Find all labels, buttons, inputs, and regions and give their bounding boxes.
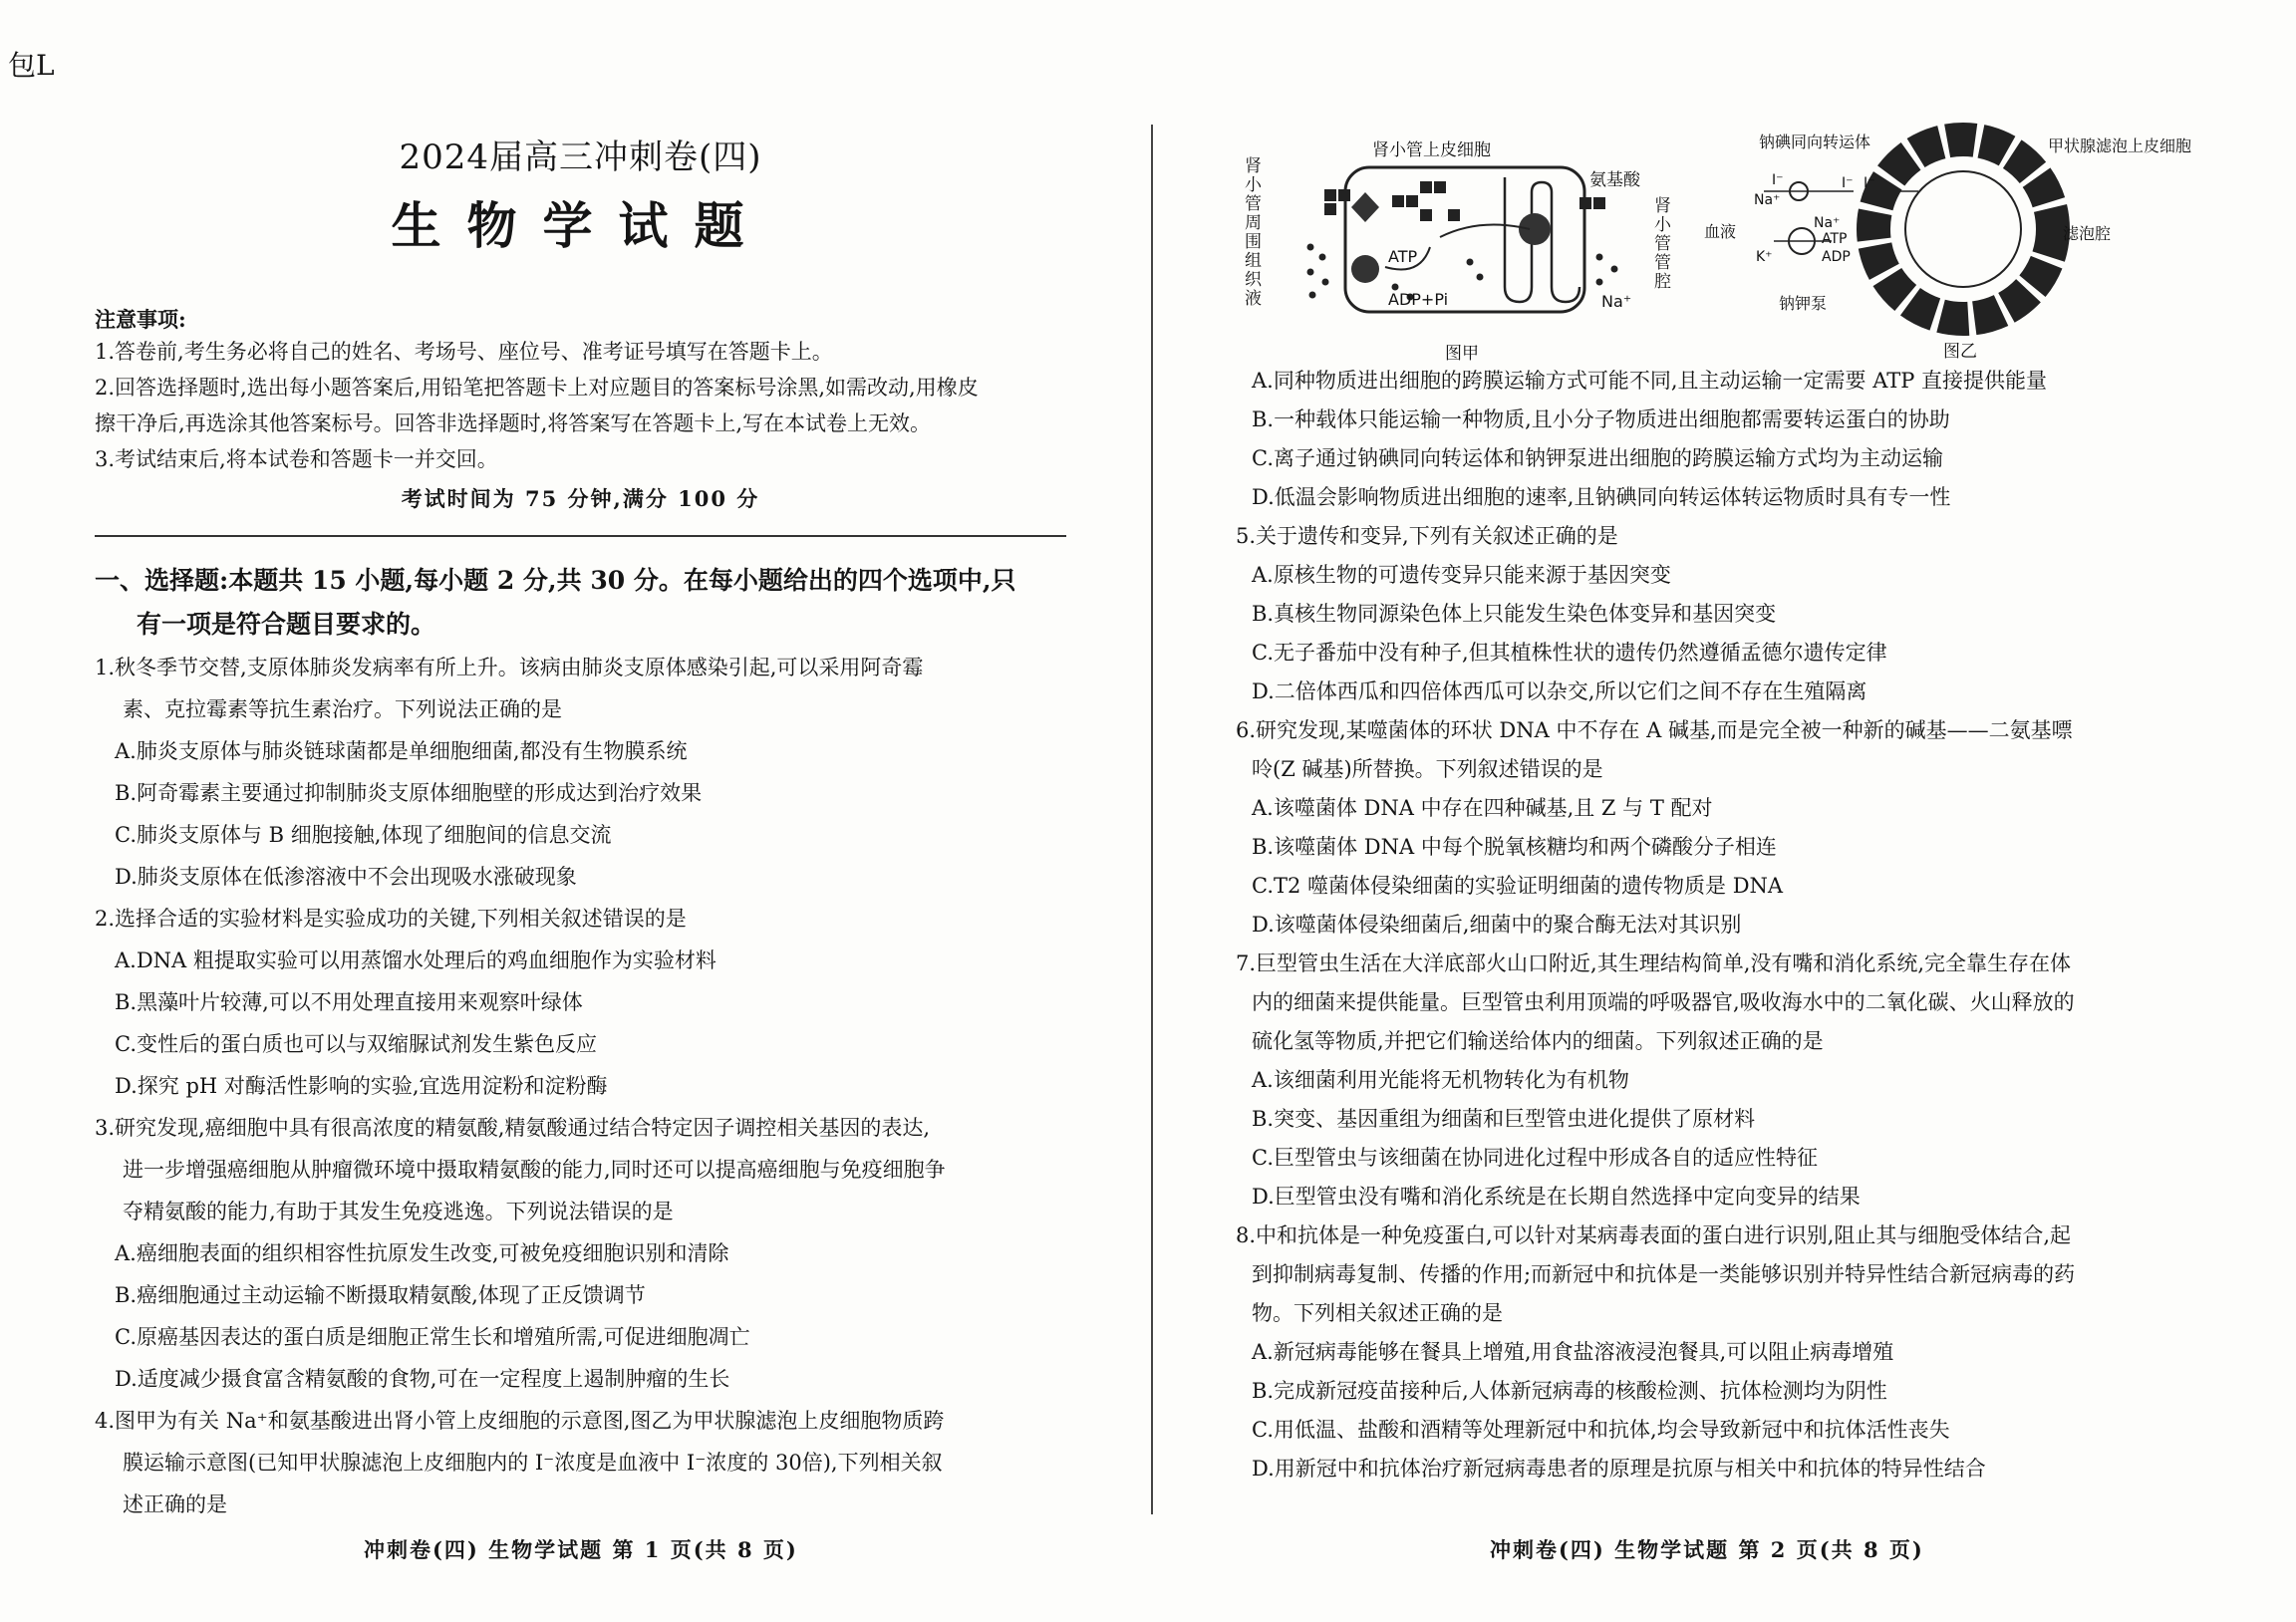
notice-line: 3.考试结束后,将本试卷和答题卡一并交回。 <box>95 447 498 471</box>
label-i-3: I⁻ <box>1864 175 1875 191</box>
question-4-option-a: A.同种物质进出细胞的跨膜运输方式可能不同,且主动运输一定需要 ATP 直接提供能量 <box>1252 369 2048 393</box>
label-i-1: I⁻ <box>1772 172 1784 188</box>
question-8-stem: 8.中和抗体是一种免疫蛋白,可以针对某病毒表面的蛋白进行识别,阻止其与细胞受体结合,起 <box>1236 1223 2072 1247</box>
question-8-option-b: B.完成新冠疫苗接种后,人体新冠病毒的核酸检测、抗体检测均为阴性 <box>1252 1379 1887 1403</box>
question-6-stem: 6.研究发现,某噬菌体的环状 DNA 中不存在 A 碱基,而是完全被一种新的碱基——二氨基嘌 <box>1236 718 2073 742</box>
question-7-stem-cont: 内的细菌来提供能量。巨型管虫利用顶端的呼吸器官,吸收海水中的二氧化碳、火山释放的 <box>1252 990 2075 1014</box>
question-5-option-b: B.真核生物同源染色体上只能发生染色体变异和基因突变 <box>1252 602 1777 626</box>
label-na-2: Na⁺ <box>1814 215 1841 231</box>
question-3-option-c: C.原癌基因表达的蛋白质是细胞正常生长和增殖所需,可促进细胞凋亡 <box>115 1325 750 1349</box>
question-3-option-a: A.癌细胞表面的组织相容性抗原发生改变,可被免疫细胞识别和清除 <box>115 1241 729 1265</box>
label-amino-acid: 氨基酸 <box>1589 170 1640 190</box>
question-6-option-c: C.T2 噬菌体侵染细菌的实验证明细菌的遗传物质是 DNA <box>1252 874 1784 898</box>
section-heading-cont: 有一项是符合题目要求的。 <box>137 610 436 639</box>
question-3-stem-cont: 夺精氨酸的能力,有助于其发生免疫逃逸。下列说法错误的是 <box>123 1200 674 1223</box>
notice-line: 擦干净后,再选涂其他答案标号。回答非选择题时,将答案写在答题卡上,写在本试卷上无效。 <box>95 411 932 435</box>
page-2 <box>1236 110 2207 1594</box>
figure-a <box>1245 137 1679 366</box>
label-na: Na⁺ <box>1601 292 1632 311</box>
figure-b <box>1704 130 2192 368</box>
question-6-option-d: D.该噬菌体侵染细菌后,细菌中的聚合酶无法对其识别 <box>1252 913 1742 937</box>
question-2-stem: 2.选择合适的实验材料是实验成功的关键,下列相关叙述错误的是 <box>95 907 687 931</box>
page-1-footer: 冲刺卷(四) 生物学试题 第 1 页(共 8 页) <box>364 1537 798 1562</box>
question-5-option-d: D.二倍体西瓜和四倍体西瓜可以杂交,所以它们之间不存在生殖隔离 <box>1252 679 1867 703</box>
figures <box>1236 110 2207 364</box>
label-k: K⁺ <box>1756 249 1773 265</box>
page-1 <box>95 110 1066 1594</box>
question-2-option-d: D.探究 pH 对酶活性影响的实验,宜选用淀粉和淀粉酶 <box>115 1074 608 1098</box>
question-7-stem-cont: 硫化氢等物质,并把它们输送给体内的细菌。下列叙述正确的是 <box>1252 1029 1824 1053</box>
label-symporter: 钠碘同向转运体 <box>1759 133 1871 151</box>
question-8-option-c: C.用低温、盐酸和酒精等处理新冠中和抗体,均会导致新冠中和抗体活性丧失 <box>1252 1418 1950 1442</box>
question-3-stem: 3.研究发现,癌细胞中具有很高浓度的精氨酸,精氨酸通过结合特定因子调控相关基因的表达, <box>95 1116 931 1140</box>
label-adp-b: ADP <box>1822 249 1851 265</box>
question-4-stem-cont: 述正确的是 <box>123 1492 227 1516</box>
question-6-option-a: A.该噬菌体 DNA 中存在四种碱基,且 Z 与 T 配对 <box>1252 796 1713 820</box>
question-4-option-d: D.低温会影响物质进出细胞的速率,且钠碘同向转运体转运物质时具有专一性 <box>1252 485 1951 509</box>
question-1-option-d: D.肺炎支原体在低渗溶液中不会出现吸水涨破现象 <box>115 865 577 889</box>
question-1-stem-cont: 素、克拉霉素等抗生素治疗。下列说法正确的是 <box>123 697 562 721</box>
exam-time-note: 考试时间为 75 分钟,满分 100 分 <box>401 486 760 511</box>
exam-title: 2024届高三冲刺卷(四) <box>399 137 762 177</box>
question-4-option-b: B.一种载体只能运输一种物质,且小分子物质进出细胞都需要转运蛋白的协助 <box>1252 407 1950 431</box>
question-4-stem: 4.图甲为有关 Na⁺和氨基酸进出肾小管上皮细胞的示意图,图乙为甲状腺滤泡上皮细胞物质跨 <box>95 1409 945 1433</box>
page-divider <box>1151 125 1153 1514</box>
follicle-lumen <box>1905 171 2021 287</box>
label-pump: 钠钾泵 <box>1779 294 1828 313</box>
question-7-option-c: C.巨型管虫与该细菌在协同进化过程中形成各自的适应性特征 <box>1252 1146 1818 1170</box>
section-rule <box>95 535 1066 537</box>
question-8-option-a: A.新冠病毒能够在餐具上增殖,用食盐溶液浸泡餐具,可以阻止病毒增殖 <box>1252 1340 1894 1364</box>
question-8-stem-cont: 物。下列相关叙述正确的是 <box>1252 1301 1503 1325</box>
corner-mark: 包L <box>8 49 55 82</box>
figure-a-caption: 图甲 <box>1445 344 1479 364</box>
symporter-protein-icon <box>1519 213 1551 245</box>
figure-b-diagram <box>1704 130 2192 364</box>
question-2-option-b: B.黑藻叶片较薄,可以不用处理直接用来观察叶绿体 <box>115 990 583 1014</box>
page-2-footer: 冲刺卷(四) 生物学试题 第 2 页(共 8 页) <box>1490 1537 1924 1562</box>
carrier-protein-icon <box>1351 192 1379 222</box>
question-8-option-d: D.用新冠中和抗体治疗新冠病毒患者的原理是抗原与相关中和抗体的特异性结合 <box>1252 1457 1986 1481</box>
question-7-option-d: D.巨型管虫没有嘴和消化系统是在长期自然选择中定向变异的结果 <box>1252 1185 1861 1209</box>
label-follicle-cell: 甲状腺滤泡上皮细胞 <box>2048 136 2192 155</box>
question-4-option-c: C.离子通过钠碘同向转运体和钠钾泵进出细胞的跨膜运输方式均为主动运输 <box>1252 446 1943 470</box>
label-atp-b: ATP <box>1822 231 1848 247</box>
question-4-stem-cont: 膜运输示意图(已知甲状腺滤泡上皮细胞内的 I⁻浓度是血液中 I⁻浓度的 30倍),下列相关叙 <box>123 1451 943 1475</box>
figure-a-diagram <box>1281 137 1679 362</box>
question-6-option-b: B.该噬菌体 DNA 中每个脱氧核糖均和两个磷酸分子相连 <box>1252 835 1777 859</box>
question-3-option-d: D.适度减少摄食富含精氨酸的食物,可在一定程度上遏制肿瘤的生长 <box>115 1367 730 1391</box>
label-na-1: Na⁺ <box>1754 192 1781 208</box>
question-1-option-c: C.肺炎支原体与 B 细胞接触,体现了细胞间的信息交流 <box>115 823 612 847</box>
notice-heading: 注意事项: <box>95 307 186 332</box>
question-7-option-a: A.该细菌利用光能将无机物转化为有机物 <box>1252 1068 1629 1092</box>
question-1-option-a: A.肺炎支原体与肺炎链球菌都是单细胞细菌,都没有生物膜系统 <box>115 739 688 763</box>
notice-line: 2.回答选择题时,选出每小题答案后,用铅笔把答题卡上对应题目的答案标号涂黑,如需改动,用橡皮 <box>95 376 979 400</box>
label-i-2: I⁻ <box>1842 175 1854 191</box>
cell-membrane <box>1345 167 1584 312</box>
figure-b-caption: 图乙 <box>1943 342 1977 362</box>
section-heading: 一、选择题:本题共 15 小题,每小题 2 分,共 30 分。在每小题给出的四个选项中,只 <box>95 566 1016 595</box>
question-1-stem: 1.秋冬季节交替,支原体肺炎发病率有所上升。该病由肺炎支原体感染引起,可以采用阿奇霉 <box>95 656 924 679</box>
question-5-stem: 5.关于遗传和变异,下列有关叙述正确的是 <box>1236 524 1618 548</box>
label-interstitial-fluid: 肾小管周围组织液 <box>1245 156 1262 309</box>
subject-title: 生物学试题 <box>391 196 770 255</box>
question-8-stem-cont: 到抑制病毒复制、传播的作用;而新冠中和抗体是一类能够识别并特异性结合新冠病毒的药 <box>1252 1262 2076 1286</box>
label-follicle-lumen: 滤泡腔 <box>2063 224 2112 243</box>
question-2-option-c: C.变性后的蛋白质也可以与双缩脲试剂发生紫色反应 <box>115 1032 597 1056</box>
notice-line: 1.答卷前,考生务必将自己的姓名、考场号、座位号、准考证号填写在答题卡上。 <box>95 340 833 364</box>
label-atp: ATP <box>1388 247 1418 266</box>
question-3-stem-cont: 进一步增强癌细胞从肿瘤微环境中摄取精氨酸的能力,同时还可以提高癌细胞与免疫细胞争 <box>123 1158 946 1182</box>
question-5-option-a: A.原核生物的可遗传变异只能来源于基因突变 <box>1252 563 1671 587</box>
pump-protein-icon <box>1351 255 1379 283</box>
question-3-option-b: B.癌细胞通过主动运输不断摄取精氨酸,体现了正反馈调节 <box>115 1283 646 1307</box>
label-blood: 血液 <box>1704 222 1737 241</box>
question-5-option-c: C.无子番茄中没有种子,但其植株性状的遗传仍然遵循孟德尔遗传定律 <box>1252 641 1887 665</box>
question-1-option-b: B.阿奇霉素主要通过抑制肺炎支原体细胞壁的形成达到治疗效果 <box>115 781 703 805</box>
question-6-stem-cont: 呤(Z 碱基)所替换。下列叙述错误的是 <box>1252 757 1603 781</box>
question-2-option-a: A.DNA 粗提取实验可以用蒸馏水处理后的鸡血细胞作为实验材料 <box>115 948 717 972</box>
label-tubule-lumen: 肾小管管腔 <box>1654 196 1671 292</box>
question-7-stem: 7.巨型管虫生活在大洋底部火山口附近,其生理结构简单,没有嘴和消化系统,完全靠生存在体 <box>1236 951 2072 975</box>
label-cell: 肾小管上皮细胞 <box>1372 140 1491 160</box>
label-adp: ADP+Pi <box>1388 290 1449 309</box>
question-7-option-b: B.突变、基因重组为细菌和巨型管虫进化提供了原材料 <box>1252 1107 1756 1131</box>
